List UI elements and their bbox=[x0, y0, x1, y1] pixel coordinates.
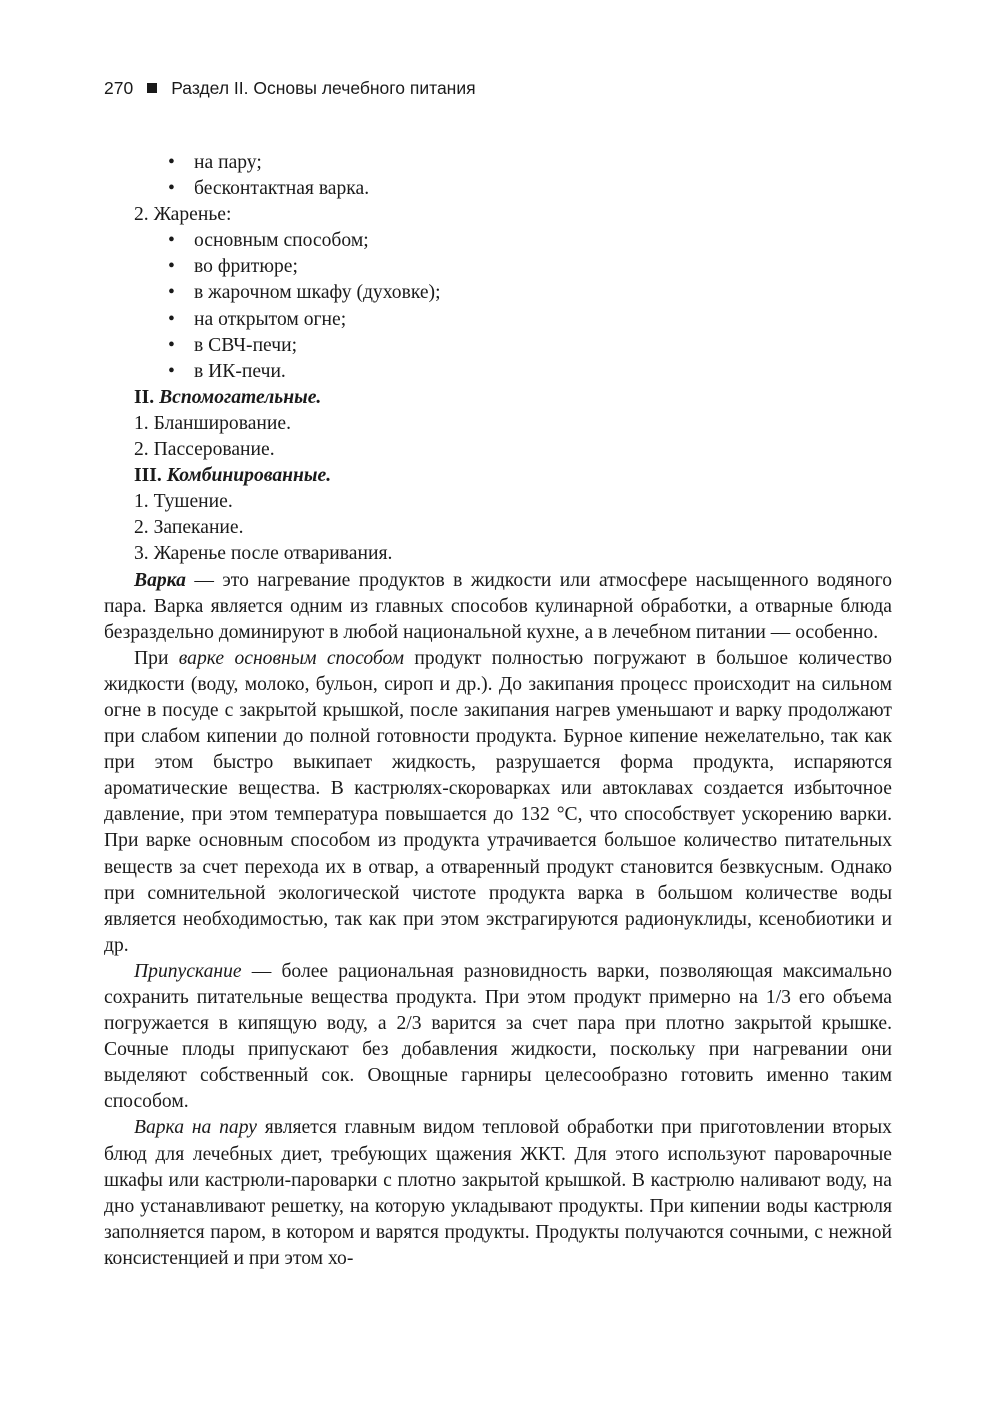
running-head bbox=[104, 76, 476, 100]
list-item-text: бесконтактная варка. bbox=[194, 178, 370, 200]
term: Варка на пару bbox=[134, 1117, 257, 1139]
section-heading-auxiliary bbox=[104, 385, 892, 411]
bullet-icon: • bbox=[168, 360, 175, 382]
paragraph-text: — более рациональная разновидность варки, позволяющая максимально сохранить питательные вещества продукта. При этом продукт примерно на 1/3 его объема погружается в кипящую воду, а 2/3 варится за счет пара при плотно закрытой крышке. Сочные плоды припускают без добавления жидкости, поскольку при нагревании они выделяют собственный сок. Овощные гарниры целесообразно готовить именно таким способом. bbox=[104, 960, 892, 1113]
term: Варка bbox=[134, 569, 186, 591]
bullet-icon: • bbox=[168, 152, 175, 173]
term: Припускание bbox=[134, 960, 242, 982]
list-item: 3. Жаренье после отваривания. bbox=[134, 543, 393, 565]
paragraph-poaching bbox=[104, 959, 892, 1116]
list-item-text: основным способом; bbox=[194, 230, 369, 252]
list-item-text: на пару; bbox=[194, 152, 262, 173]
heading-number: III. bbox=[134, 465, 162, 487]
list-item bbox=[104, 333, 892, 359]
body-text bbox=[104, 568, 892, 1273]
paragraph-steaming bbox=[104, 1115, 892, 1272]
page-content bbox=[104, 150, 892, 1272]
list-heading: 2. Жаренье: bbox=[134, 204, 232, 226]
paragraph-boiling bbox=[104, 568, 892, 646]
paragraph-text: является главным видом тепловой обработки при приготовлении вторых блюд для лечебных диет, требующих щажения ЖКТ. Для этого используют пароварочные шкафы или кастрюли-пароварки с плотно закрытой крышкой. В кастрюлю наливают воду, на дно устанавливают решетку, на которую укладывают продукты. При кипении воды кастрюля заполняется паром, в котором и варятся продукты. Продукты получаются сочными, с нежной консистенцией и при этом хо- bbox=[104, 1117, 892, 1269]
list-item-text: в жарочном шкафу (духовке); bbox=[194, 282, 441, 304]
bullet-icon: • bbox=[168, 178, 175, 200]
list-item bbox=[104, 150, 892, 176]
heading-number: II. bbox=[134, 386, 155, 408]
section-title: Раздел II. Основы лечебного питания bbox=[171, 78, 476, 98]
paragraph-text: — это нагревание продуктов в жидкости или атмосфере насыщенного водяного пара. Варка является одним из главных способов кулинарной обработки, а отварные блюда безраздельно доминируют в любой национальной кухне, а в лечебном питании — особенно. bbox=[104, 569, 892, 643]
bullet-icon: • bbox=[168, 334, 175, 356]
paragraph-main-boiling bbox=[104, 646, 892, 959]
section-heading-combined bbox=[104, 463, 892, 489]
list-item bbox=[104, 359, 892, 385]
list-item: 2. Пассерование. bbox=[134, 439, 275, 461]
square-bullet-icon bbox=[147, 83, 157, 93]
heading-title: Комбинированные. bbox=[166, 465, 332, 487]
list-item: 1. Тушение. bbox=[134, 491, 233, 513]
list-item bbox=[104, 254, 892, 280]
list-item-text: в ИК-печи. bbox=[194, 360, 286, 382]
list-item bbox=[104, 280, 892, 306]
bullet-icon: • bbox=[168, 308, 175, 330]
list-item-text: в СВЧ-печи; bbox=[194, 334, 298, 356]
list-item-text: на открытом огне; bbox=[194, 308, 347, 330]
list-item bbox=[104, 307, 892, 333]
list-item-text: во фритюре; bbox=[194, 256, 298, 278]
bullet-icon: • bbox=[168, 256, 175, 278]
list-item bbox=[104, 228, 892, 254]
list-item: 2. Запекание. bbox=[134, 517, 244, 539]
list-item bbox=[104, 176, 892, 202]
page-number: 270 bbox=[104, 78, 134, 98]
term: варке основным способом bbox=[178, 647, 405, 669]
paragraph-text: При bbox=[134, 647, 179, 669]
list-item: 1. Бланширование. bbox=[134, 412, 291, 434]
bullet-icon: • bbox=[168, 230, 175, 252]
heading-title: Вспомогательные. bbox=[159, 386, 322, 408]
bullet-icon: • bbox=[168, 282, 175, 304]
paragraph-text: продукт полностью погружают в большое количество жидкости (воду, молоко, бульон, сироп и др.). До закипания процесс происходит на сильном огне в посуде с закрытой крышкой, после закипания нагрев уменьшают и варку продолжают при слабом кипении до полной готовности продукта. Бурное кипение нежелательно, так как при этом быстро выкипает жидкость, разрушается форма продукта, испаряются ароматические вещества. В кастрюлях-скороварках или автоклавах создается избыточное давление, при этом температура повышается до 132 °С, что способствует ускорению варки. При варке основным способом из продукта утрачивается большое количество питательных веществ за счет перехода их в отвар, а отваренный продукт становится безвкусным. Однако при сомнительной экологической чистоте продукта варка в большом количестве воды является необходимостью, так как при этом экстрагируются радионуклиды, ксенобиотики и др. bbox=[104, 647, 892, 956]
